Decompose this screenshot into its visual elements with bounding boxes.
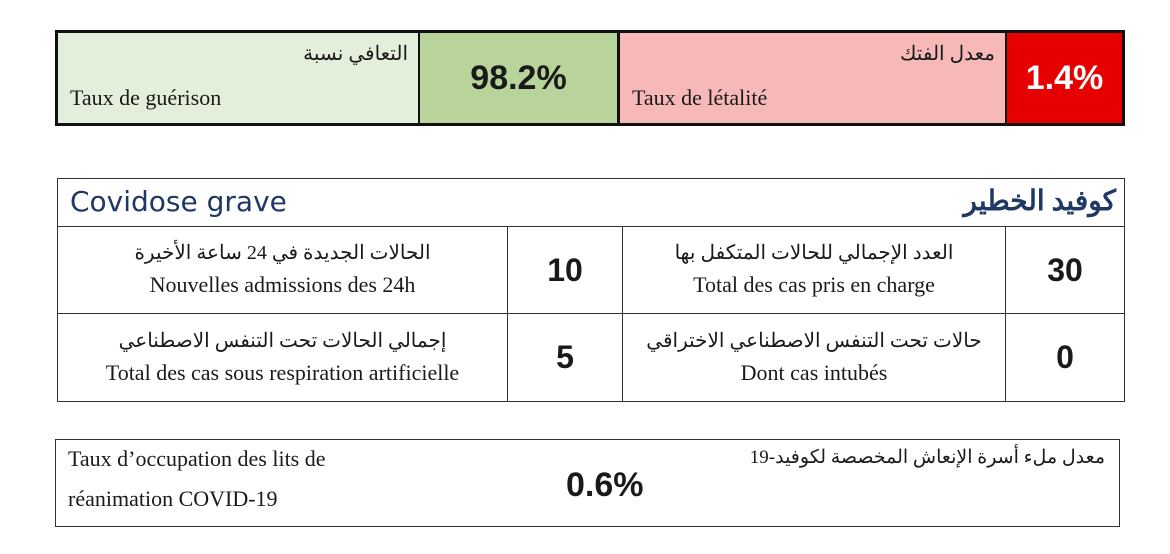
recovery-label-ar: التعافي نسبة: [303, 43, 408, 65]
new-admissions-value: 10: [508, 227, 623, 313]
covidose-grave-grid: [58, 227, 1124, 401]
icu-occupancy-value: 0.6%: [566, 466, 644, 504]
recovery-label-fr: Taux de guérison: [70, 85, 222, 110]
rates-panel: [55, 30, 1125, 126]
total-cases-label: [623, 227, 1006, 313]
lethality-value: 1.4%: [1007, 33, 1122, 123]
artificial-respiration-label-fr: Total des cas sous respiration artificielle: [105, 359, 460, 385]
artificial-respiration-label-ar: إجمالي الحالات تحت التنفس الاصطناعي: [118, 329, 447, 352]
new-admissions-label: [58, 227, 508, 313]
covidose-grave-title-ar: كوفيد الخطير: [963, 186, 1116, 217]
lethality-label-fr: Taux de létalité: [632, 85, 768, 110]
intubated-value: 0: [1056, 339, 1074, 375]
covidose-grave-title-fr: Covidose grave: [70, 185, 287, 218]
covidose-grave-table: [57, 178, 1125, 402]
intubated-label-ar: حالات تحت التنفس الاصطناعي الاختراقي: [646, 329, 982, 352]
lethality-label-cell: [620, 33, 1007, 123]
icu-occupancy-label-ar: معدل ملء أسرة الإنعاش المخصصة لكوفيد-19: [749, 447, 1105, 468]
table-row: [58, 314, 1124, 401]
recovery-value: 98.2%: [420, 33, 620, 123]
artificial-respiration-value: 5: [508, 314, 623, 401]
total-cases-label-fr: Total des cas pris en charge: [693, 272, 935, 297]
new-admissions-label-fr: Nouvelles admissions des 24h: [149, 272, 416, 297]
intubated-label-fr: Dont cas intubés: [740, 359, 888, 385]
recovery-label-cell: [58, 33, 420, 123]
lethality-label-ar: معدل الفتك: [899, 43, 995, 65]
total-cases-value: 30: [1047, 251, 1083, 288]
artificial-respiration-label: [58, 314, 508, 401]
covidose-grave-header: [58, 179, 1124, 227]
icu-occupancy-label-fr-line1: Taux d’occupation des lits de: [68, 446, 326, 471]
total-cases-label-ar: العدد الإجمالي للحالات المتكفل بها: [674, 242, 954, 264]
icu-occupancy-label-fr-line2: réanimation COVID-19: [68, 486, 278, 511]
icu-occupancy-panel: [55, 439, 1120, 527]
intubated-label: [623, 314, 1006, 401]
table-row: [58, 227, 1124, 314]
new-admissions-label-ar: الحالات الجديدة في 24 ساعة الأخيرة: [134, 242, 431, 264]
